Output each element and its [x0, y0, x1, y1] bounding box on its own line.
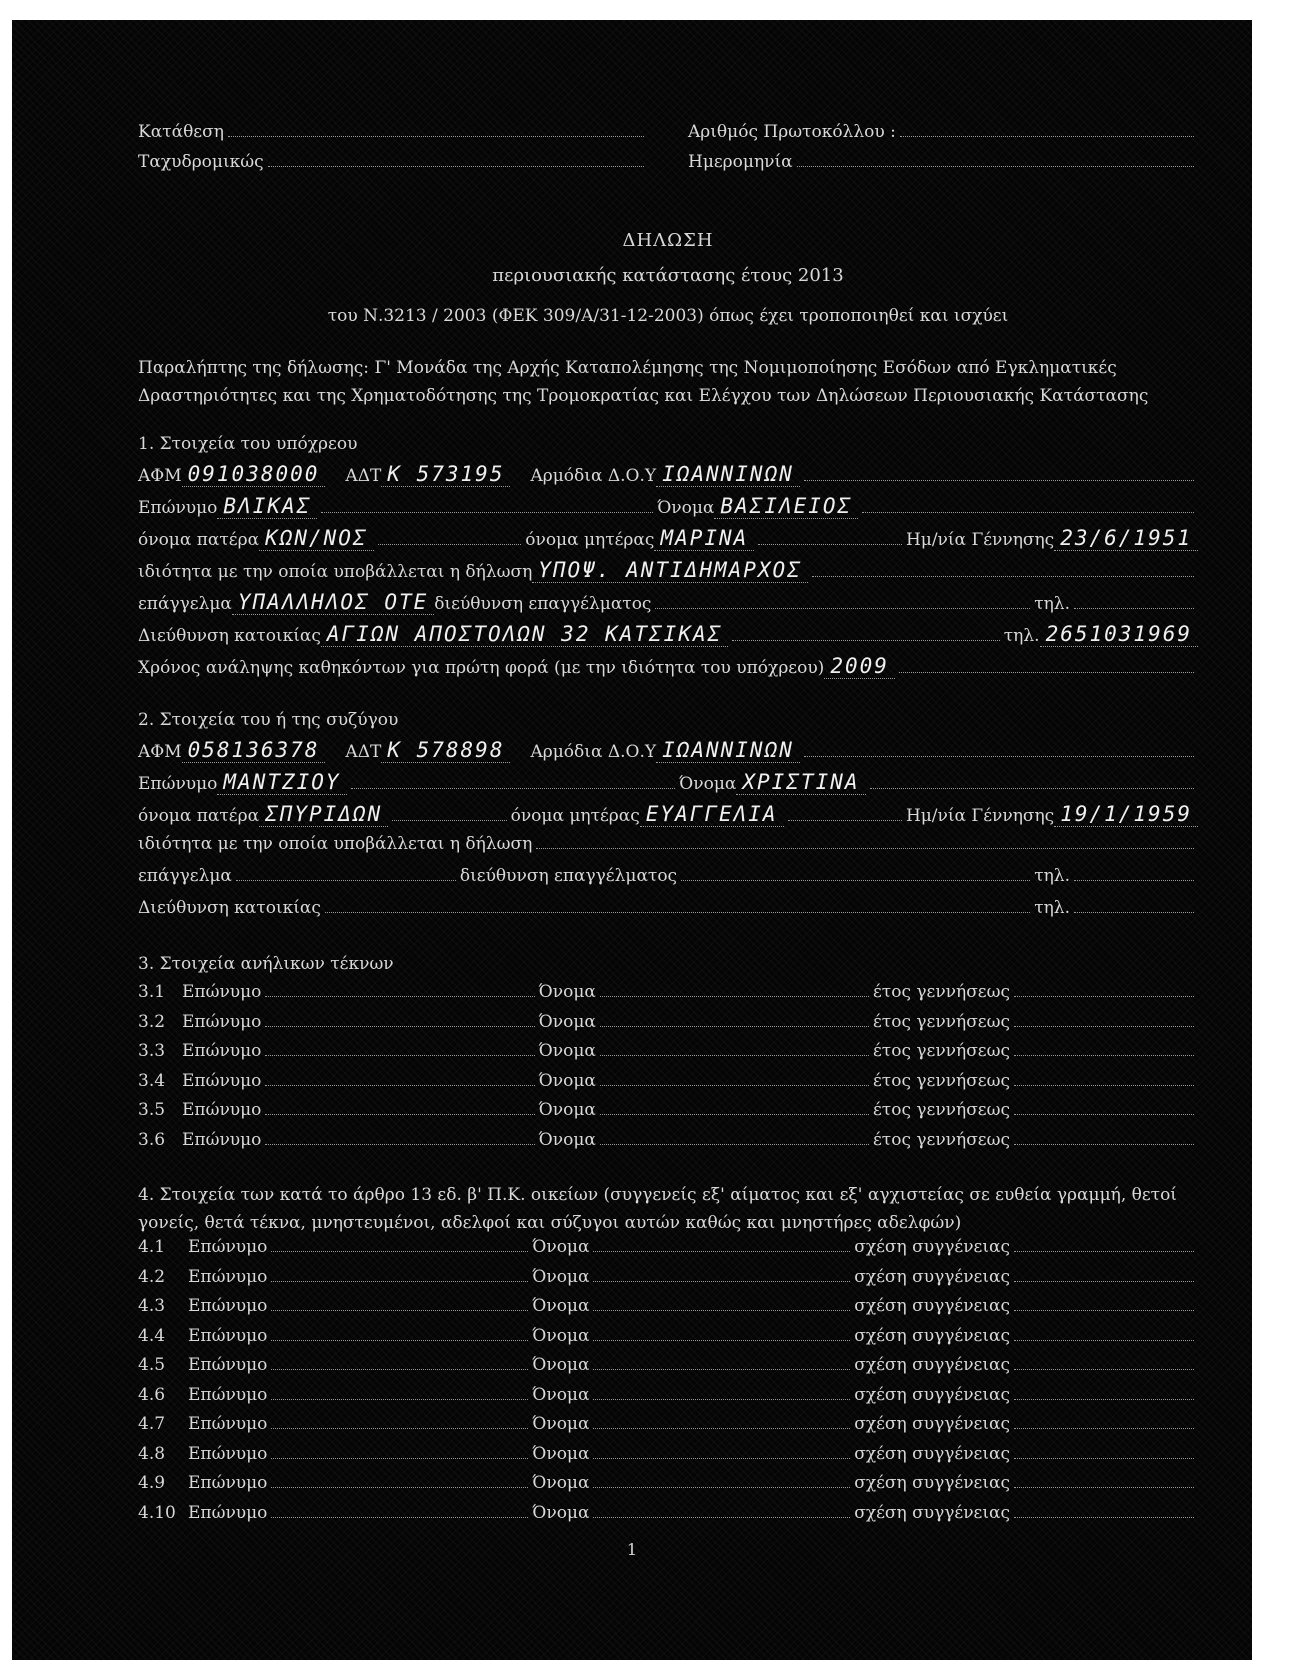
s1-profession-value: ΥΠΑΛΛΗΛΟΣ ΟΤΕ [232, 590, 434, 615]
list-item: 3.3 Επώνυμο Όνομα έτος γεννήσεως [138, 1041, 1198, 1071]
list-item: 4.6 Επώνυμο Όνομα σχέση συγγένειας [138, 1385, 1198, 1415]
s1-years-row: Χρόνος ανάληψης καθηκόντων για πρώτη φορά (με την ιδιότητα του υπόχρεου) 2009 [138, 654, 1198, 686]
list-item: 4.9 Επώνυμο Όνομα σχέση συγγένειας [138, 1473, 1198, 1503]
section1-heading: 1. Στοιχεία του υπόχρεου [138, 434, 358, 454]
list-item: 4.8 Επώνυμο Όνομα σχέση συγγένειας [138, 1444, 1198, 1474]
s1-doy-value: ΙΩΑΝΝΙΝΩΝ [656, 462, 800, 487]
s2-dob-value: 19/1/1959 [1054, 802, 1198, 827]
s1-mother-value: ΜΑΡΙΝΑ [654, 526, 754, 551]
list-item: 3.4 Επώνυμο Όνομα έτος γεννήσεως [138, 1071, 1198, 1101]
list-item: 4.2 Επώνυμο Όνομα σχέση συγγένειας [138, 1267, 1198, 1297]
protocol-label: Αριθμός Πρωτοκόλλου : [688, 122, 896, 142]
list-item: 3.2 Επώνυμο Όνομα έτος γεννήσεως [138, 1012, 1198, 1042]
page-number: 1 [626, 1540, 638, 1559]
section4-heading: 4. Στοιχεία των κατά το άρθρο 13 εδ. β' Π.Κ. οικείων (συγγενείς εξ' αίματος και εξ' αγχιστείας σε ευθεία γραμμή, θετοί γονείς, θετά τέκνα, μνηστευμένοι, αδελφοί και σύζυγοι αυτών καθώς και μνηστήρες αδελφών) [138, 1185, 1177, 1233]
s2-afm-value: 058136378 [182, 738, 326, 763]
section2-heading: 2. Στοιχεία του ή της συζύγου [138, 710, 399, 730]
s2-name-value: ΧΡΙΣΤΙΝΑ [736, 770, 865, 795]
list-item: 4.1 Επώνυμο Όνομα σχέση συγγένειας [138, 1237, 1198, 1267]
s1-name-value: ΒΑΣΙΛΕΙΟΣ [714, 494, 858, 519]
document-title: ΔΗΛΩΣΗ [622, 230, 714, 251]
submission-label: Κατάθεση [138, 122, 224, 142]
header-row-1 [138, 122, 1198, 152]
s2-profession-row: επάγγελμα διεύθυνση επαγγέλματος τηλ. [138, 866, 1198, 898]
header-row-2 [138, 152, 1198, 182]
list-item: 4.5 Επώνυμο Όνομα σχέση συγγένειας [138, 1355, 1198, 1385]
list-item: 3.5 Επώνυμο Όνομα έτος γεννήσεως [138, 1100, 1198, 1130]
section3-list [138, 982, 1198, 1159]
section4-list [138, 1237, 1198, 1532]
s1-home-row: Διεύθυνση κατοικίας ΑΓΙΩΝ ΑΠΟΣΤΟΛΩΝ 32 ΚΑΤΣΙΚΑΣ τηλ. 2651031969 [138, 622, 1198, 654]
s1-father-value: ΚΩΝ/ΝΟΣ [259, 526, 374, 551]
s1-profession-row: επάγγελμα ΥΠΑΛΛΗΛΟΣ ΟΤΕ διεύθυνση επαγγέλματος τηλ. [138, 590, 1198, 622]
section3-heading: 3. Στοιχεία ανήλικων τέκνων [138, 954, 394, 974]
s1-dob-value: 23/6/1951 [1054, 526, 1198, 551]
scanned-form-page [12, 20, 1252, 1660]
s2-home-row: Διεύθυνση κατοικίας τηλ. [138, 898, 1198, 930]
document-subtitle: περιουσιακής κατάστασης έτους 2013 [492, 265, 844, 286]
list-item: 4.7 Επώνυμο Όνομα σχέση συγγένειας [138, 1414, 1198, 1444]
list-item: 4.10 Επώνυμο Όνομα σχέση συγγένειας [138, 1503, 1198, 1533]
recipient-paragraph: Παραλήπτης της δήλωσης: Γ' Μονάδα της Αρχής Καταπολέμησης της Νομιμοποίησης Εσόδων από Εγκληματικές Δραστηριότητες και της Χρηματοδότησης της Τρομοκρατίας και Ελέγχου των Δηλώσεων Περιουσιακής Κατάστασης [138, 358, 1149, 406]
s1-parents-row: όνομα πατέρα ΚΩΝ/ΝΟΣ όνομα μητέρας ΜΑΡΙΝΑ Ημ/νία Γέννησης 23/6/1951 [138, 526, 1198, 558]
s2-parents-row: όνομα πατέρα ΣΠΥΡΙΔΩΝ όνομα μητέρας ΕΥΑΓΓΕΛΙΑ Ημ/νία Γέννησης 19/1/1959 [138, 802, 1198, 834]
s1-afm-row: ΑΦΜ 091038000 ΑΔΤ Κ 573195 Αρμόδια Δ.Ο.Υ ΙΩΑΝΝΙΝΩΝ [138, 462, 1198, 494]
s1-name-row: Επώνυμο ΒΛΙΚΑΣ Όνομα ΒΑΣΙΛΕΙΟΣ [138, 494, 1198, 526]
s2-doy-value: ΙΩΑΝΝΙΝΩΝ [656, 738, 800, 763]
form-content [138, 122, 1198, 1532]
s2-father-value: ΣΠΥΡΙΔΩΝ [259, 802, 388, 827]
s2-afm-row: ΑΦΜ 058136378 ΑΔΤ Κ 578898 Αρμόδια Δ.Ο.Υ ΙΩΑΝΝΙΝΩΝ [138, 738, 1198, 770]
s1-capacity-row: ιδιότητα με την οποία υποβάλλεται η δήλωση ΥΠΟΨ. ΑΝΤΙΔΗΜΑΡΧΟΣ [138, 558, 1198, 590]
s2-adt-value: Κ 578898 [381, 738, 510, 763]
s1-home-tel-value: 2651031969 [1040, 622, 1198, 647]
postal-label: Ταχυδρομικώς [138, 152, 264, 172]
s1-capacity-value: ΥΠΟΨ. ΑΝΤΙΔΗΜΑΡΧΟΣ [532, 558, 808, 583]
s1-adt-value: Κ 573195 [381, 462, 510, 487]
s1-years-value: 2009 [824, 654, 895, 679]
s2-capacity-row: ιδιότητα με την οποία υποβάλλεται η δήλωση [138, 834, 1198, 866]
list-item: 3.6 Επώνυμο Όνομα έτος γεννήσεως [138, 1130, 1198, 1160]
date-label: Ημερομηνία [688, 152, 793, 172]
list-item: 4.4 Επώνυμο Όνομα σχέση συγγένειας [138, 1326, 1198, 1356]
list-item: 3.1 Επώνυμο Όνομα έτος γεννήσεως [138, 982, 1198, 1012]
law-reference: του Ν.3213 / 2003 (ΦΕΚ 309/Α/31-12-2003) όπως έχει τροποποιηθεί και ισχύει [327, 306, 1009, 326]
s2-mother-value: ΕΥΑΓΓΕΛΙΑ [640, 802, 784, 827]
s1-surname-value: ΒΛΙΚΑΣ [217, 494, 317, 519]
s2-name-row: Επώνυμο ΜΑΝΤΖΙΟΥ Όνομα ΧΡΙΣΤΙΝΑ [138, 770, 1198, 802]
s1-afm-value: 091038000 [182, 462, 326, 487]
s2-surname-value: ΜΑΝΤΖΙΟΥ [217, 770, 346, 795]
s1-home-address-value: ΑΓΙΩΝ ΑΠΟΣΤΟΛΩΝ 32 ΚΑΤΣΙΚΑΣ [321, 622, 728, 647]
list-item: 4.3 Επώνυμο Όνομα σχέση συγγένειας [138, 1296, 1198, 1326]
